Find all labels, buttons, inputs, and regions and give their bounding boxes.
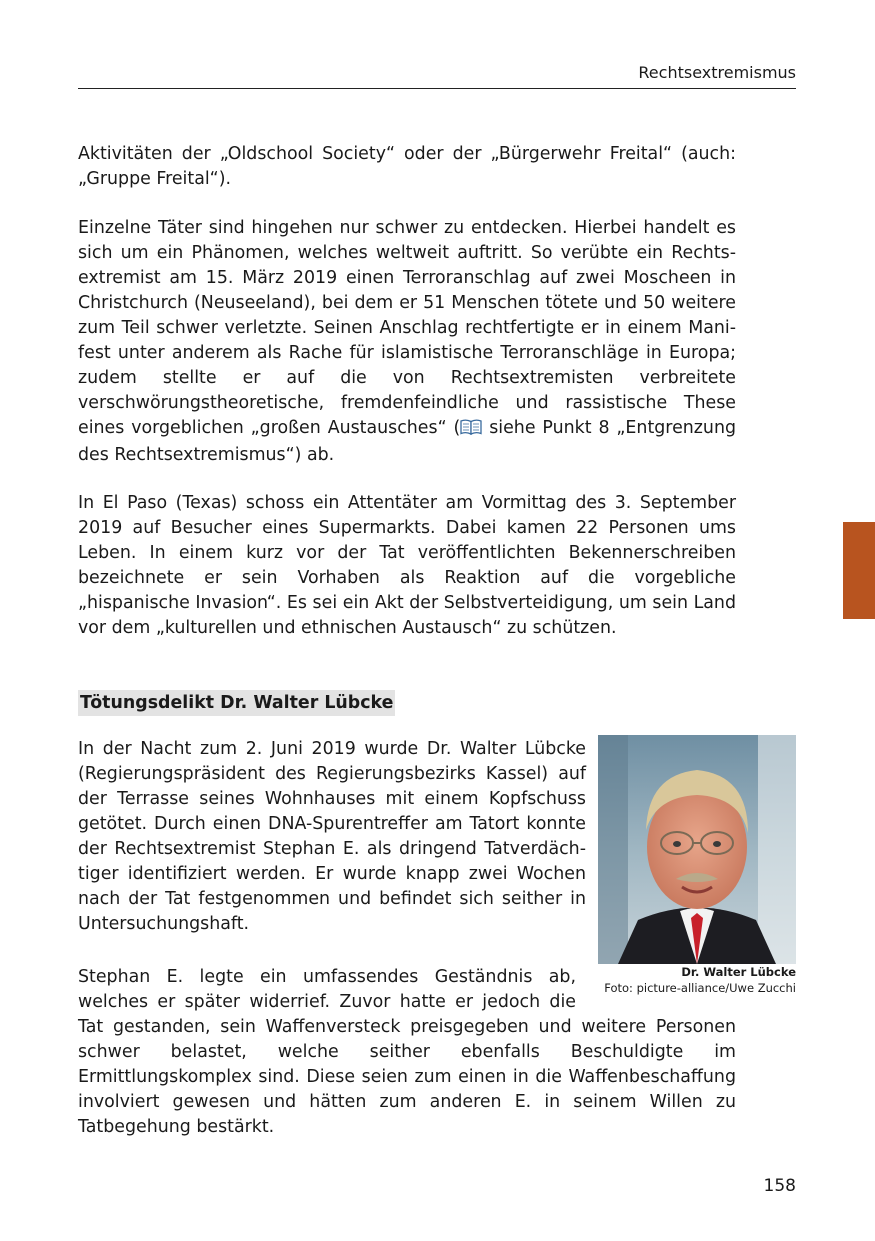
- chapter-tab-marker: [843, 522, 875, 619]
- cross-reference-text: siehe Punkt 8 „Entgrenzung des Rechtsextremismus“) ab.: [78, 418, 736, 465]
- paragraph-confession: [78, 965, 736, 1140]
- paragraph-luebcke-murder: In der Nacht zum 2. Juni 2019 wurde Dr. Walter Lübcke (Regierungspräsident des Regierungsbezirks Kassel) auf der Terrasse seines Wohnhauses mit einem Kopfschuss getötet. Durch einen DNA-Spurentreffer am Tatort konnte der Rechtsextremist Stephan E. als dringend Tatverdächtiger identifiziert werden. Er wurde knapp zwei Wochen nach der Tat festgenommen und befindet sich seither in Untersuchungshaft.: [78, 739, 586, 934]
- photo-caption-name: Dr. Walter Lübcke: [681, 965, 796, 979]
- paragraph-oldschool-society: Aktivitäten der „Oldschool Society“ oder der „Bürgerwehr Freital“ (auch: „Gruppe Freital“).: [78, 144, 736, 189]
- portrait-photo: [598, 735, 796, 964]
- header-rule: [78, 88, 796, 89]
- paragraph-confession-text: Stephan E. legte ein umfassendes Geständnis ab, welches er später widerrief. Zuvor hatte er jedoch die Tat gestanden, sein Waffenversteck preisgegeben und weitere Personen schwer belastet, welche seither ebenfalls Beschuldigte im Ermittlungskomplex sind. Diese seien zum einen in die Waffenbeschaffung involviert gewesen und hätten zum anderen E. in seinem Willen zu Tatbegehung bestärkt.: [78, 967, 736, 1137]
- paragraph-christchurch-text: Einzelne Täter sind hingehen nur schwer zu entdecken. Hierbei handelt es sich um ein Phänomen, welches weltweit auftritt. So verübte ein Rechtsextremist am 15. März 2019 einen Terroranschlag auf zwei Moscheen in Christchurch (Neuseeland), bei dem er 51 Menschen tötete und 50 weitere zum Teil schwer verletzte. Seinen Anschlag rechtfertigte er in einem Manifest unter anderem als Rache für islamistische Terroranschläge in Europa; zudem stellte er auf die von Rechtsextremisten verbreitete verschwörungstheoretische, fremdenfeindliche und rassistische These eines vorgeblichen „großen Austausches“ (: [78, 218, 736, 438]
- paragraph-christchurch: [78, 216, 736, 468]
- book-icon: [460, 418, 482, 443]
- page-number: 158: [763, 1176, 796, 1196]
- paragraph-el-paso: In El Paso (Texas) schoss ein Attentäter am Vormittag des 3. September 2019 auf Besucher eines Supermarkts. Dabei kamen 22 Personen ums Leben. In einem kurz vor der Tat veröffentlichten Bekennerschreiben bezeichnete er sein Vorhaben als Reaktion auf die vorgebliche „hispanische Invasion“. Es sei ein Akt der Selbstverteidigung, um sein Land vor dem „kulturellen und ethnischen Austausch“ zu schützen.: [78, 493, 736, 638]
- section-heading: Tötungsdelikt Dr. Walter Lübcke: [78, 690, 395, 716]
- running-header-title: Rechtsextremismus: [638, 63, 796, 82]
- caption-wrap-spacer: [576, 965, 736, 1005]
- photo-caption-credit: Foto: picture-alliance/Uwe Zucchi: [604, 981, 796, 995]
